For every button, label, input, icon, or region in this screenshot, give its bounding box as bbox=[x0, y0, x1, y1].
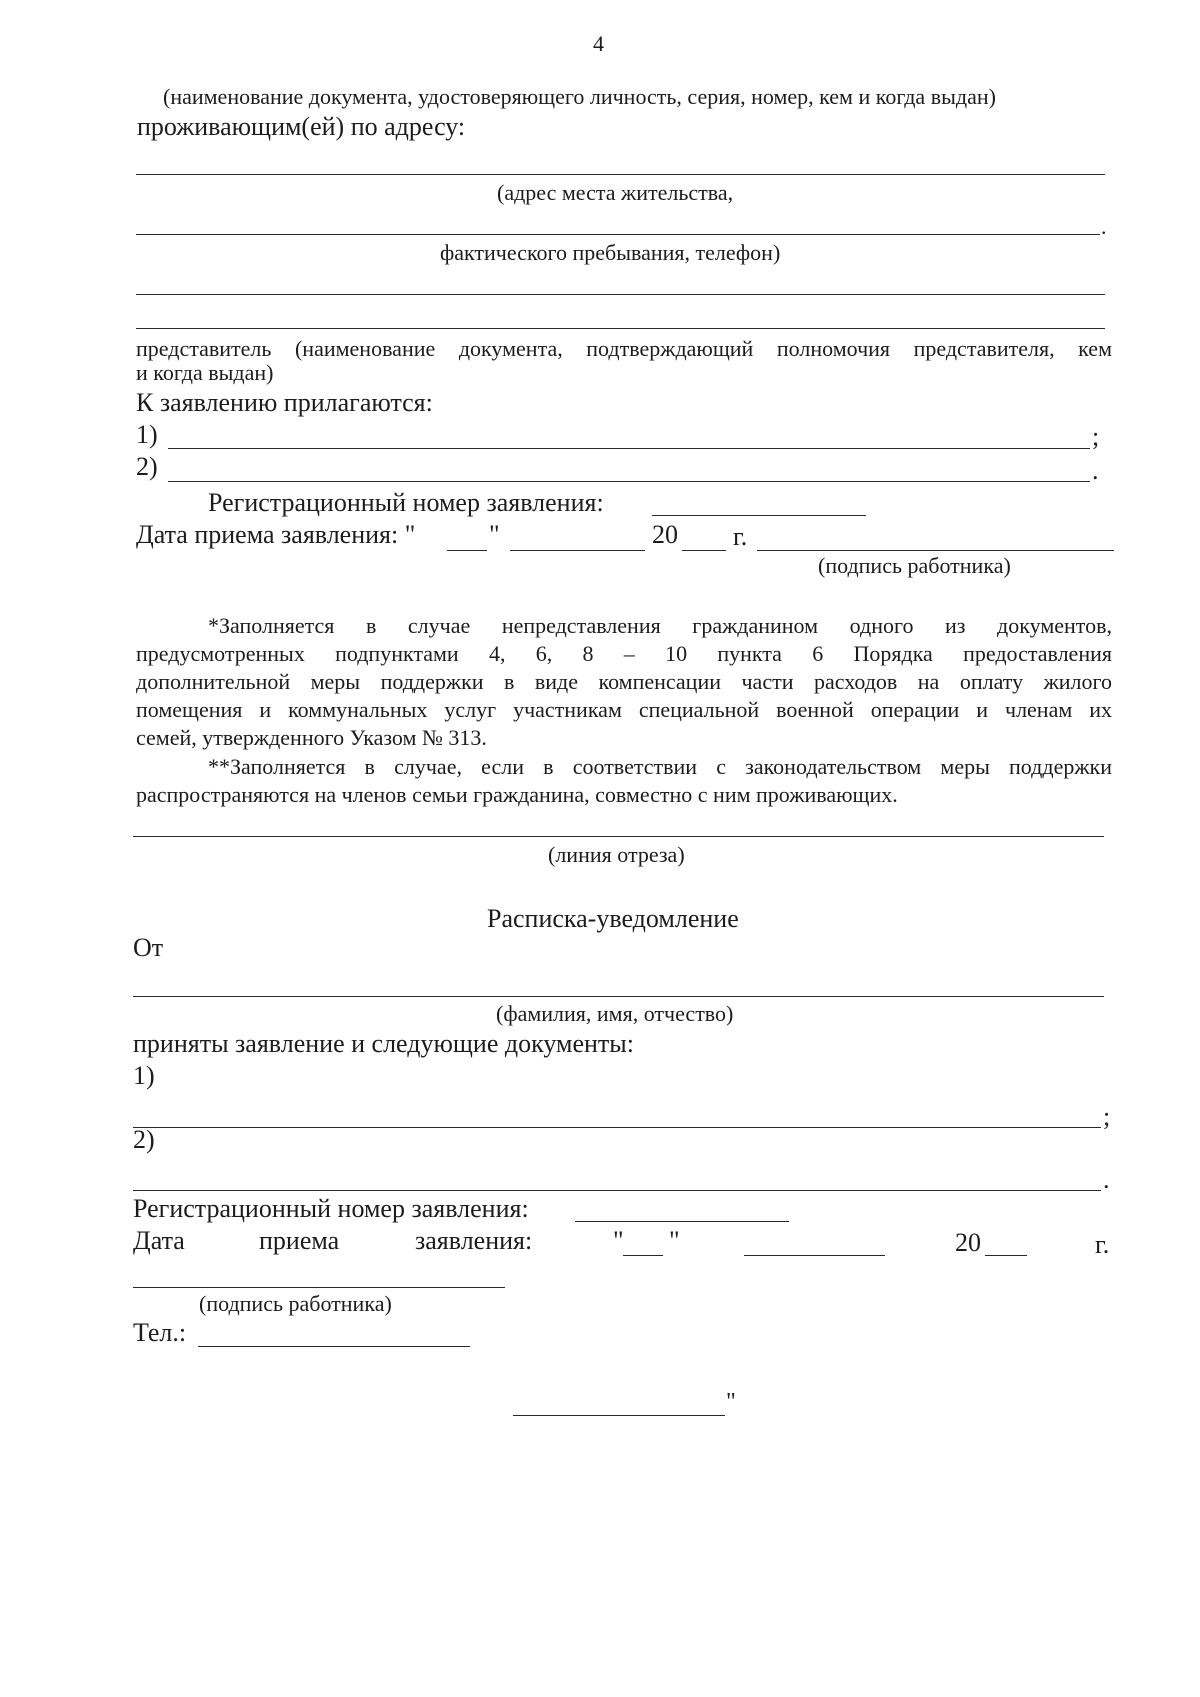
stay-line-period: . bbox=[1101, 214, 1107, 239]
receipt-name-caption: (фамилия, имя, отчество) bbox=[496, 1001, 734, 1026]
receipt-item-2-number: 2) bbox=[133, 1125, 155, 1154]
receipt-item-2-line[interactable] bbox=[133, 1190, 1101, 1191]
receipt-accepted-label: приняты заявление и следующие документы: bbox=[133, 1029, 634, 1058]
footnote-2-line-2: распространяются на членов семьи гражданина, совместно с ним проживающих. bbox=[136, 782, 898, 807]
representative-line-1[interactable] bbox=[136, 294, 1105, 295]
footnote-1-line-4: помещения и коммунальных услуг участникам специальной военной операции и членам их bbox=[136, 697, 1112, 722]
stay-caption: фактического пребывания, телефон) bbox=[440, 240, 781, 265]
date-year-line[interactable] bbox=[682, 550, 726, 551]
representative-caption-line2: и когда выдан) bbox=[136, 360, 274, 385]
page-number: 4 bbox=[593, 31, 604, 56]
residence-caption: (адрес места жительства, bbox=[497, 180, 734, 205]
receipt-phone-label: Тел.: bbox=[133, 1318, 187, 1347]
footnote-1-line-2: предусмотренных подпунктами 4, 6, 8 – 10 пункта 6 Порядка предоставления bbox=[136, 641, 1112, 666]
receipt-closing-quote: " bbox=[726, 1389, 736, 1415]
receipt-date-day-line[interactable] bbox=[623, 1255, 663, 1256]
attachment-2-line[interactable] bbox=[168, 481, 1090, 482]
receipt-date-word-1: Дата bbox=[133, 1226, 185, 1255]
date-year-prefix: 20 bbox=[652, 520, 678, 549]
representative-caption-line1: представитель (наименование документа, подтверждающий полномочия представителя, кем bbox=[136, 336, 1112, 361]
signature-line[interactable] bbox=[757, 550, 1114, 551]
receipt-date-year-prefix: 20 bbox=[955, 1228, 981, 1257]
attachments-label: К заявлению прилагаются: bbox=[136, 388, 433, 417]
attachment-1-number: 1) bbox=[136, 420, 158, 449]
receipt-item-2-end: . bbox=[1103, 1165, 1110, 1194]
attachment-1-line[interactable] bbox=[168, 448, 1090, 449]
receipt-date-year-line[interactable] bbox=[985, 1255, 1027, 1256]
attachment-2-end: . bbox=[1092, 456, 1099, 485]
date-quote-close: " bbox=[489, 520, 500, 549]
signature-caption: (подпись работника) bbox=[818, 553, 1011, 578]
date-g: г. bbox=[733, 522, 748, 551]
receipt-date-quote-open: " bbox=[613, 1226, 624, 1255]
attachment-1-end: ; bbox=[1092, 422, 1100, 451]
receipt-date-month-line[interactable] bbox=[744, 1255, 885, 1256]
date-day-line[interactable] bbox=[447, 550, 487, 551]
residence-address-line[interactable] bbox=[136, 174, 1105, 175]
cut-line bbox=[133, 836, 1104, 837]
reg-number-line[interactable] bbox=[652, 515, 866, 516]
attachment-2-number: 2) bbox=[136, 452, 158, 481]
footnote-1-line-5: семей, утвержденного Указом № 313. bbox=[136, 725, 487, 750]
receipt-phone-line[interactable] bbox=[198, 1346, 470, 1347]
receipt-signature-caption: (подпись работника) bbox=[199, 1291, 392, 1316]
receipt-item-1-end: ; bbox=[1103, 1102, 1111, 1131]
receipt-signature-line[interactable] bbox=[133, 1287, 505, 1288]
footnote-1-line-3: дополнительной меры поддержки в виде компенсации части расходов на оплату жилого bbox=[136, 669, 1112, 694]
cut-line-caption: (линия отреза) bbox=[548, 842, 685, 867]
receipt-title: Расписка-уведомление bbox=[487, 904, 739, 933]
receipt-reg-number-line[interactable] bbox=[575, 1221, 789, 1222]
stay-address-line[interactable] bbox=[136, 234, 1100, 235]
reg-number-label: Регистрационный номер заявления: bbox=[208, 488, 604, 517]
receipt-closing-line[interactable] bbox=[513, 1415, 725, 1416]
footnote-2-line-1: **Заполняется в случае, если в соответствии с законодательством меры поддержки bbox=[208, 754, 1112, 779]
residing-label: проживающим(ей) по адресу: bbox=[137, 112, 466, 141]
receipt-reg-number-label: Регистрационный номер заявления: bbox=[133, 1194, 529, 1223]
date-month-line[interactable] bbox=[510, 550, 645, 551]
receipt-name-line[interactable] bbox=[133, 996, 1104, 997]
receipt-date-g: г. bbox=[1095, 1230, 1110, 1259]
receipt-item-1-number: 1) bbox=[133, 1061, 155, 1090]
id-document-caption: (наименование документа, удостоверяющего личность, серия, номер, кем и когда выдан) bbox=[163, 84, 996, 109]
receipt-date-quote-close: " bbox=[669, 1226, 680, 1255]
receipt-item-1-line[interactable] bbox=[133, 1127, 1101, 1128]
date-label: Дата приема заявления: " bbox=[136, 520, 416, 549]
footnote-1-line-1: *Заполняется в случае непредставления гражданином одного из документов, bbox=[208, 613, 1112, 638]
receipt-date-word-2: приема bbox=[259, 1226, 340, 1255]
representative-line-2[interactable] bbox=[136, 328, 1105, 329]
receipt-date-word-3: заявления: bbox=[415, 1226, 533, 1255]
receipt-from-label: От bbox=[133, 933, 164, 962]
